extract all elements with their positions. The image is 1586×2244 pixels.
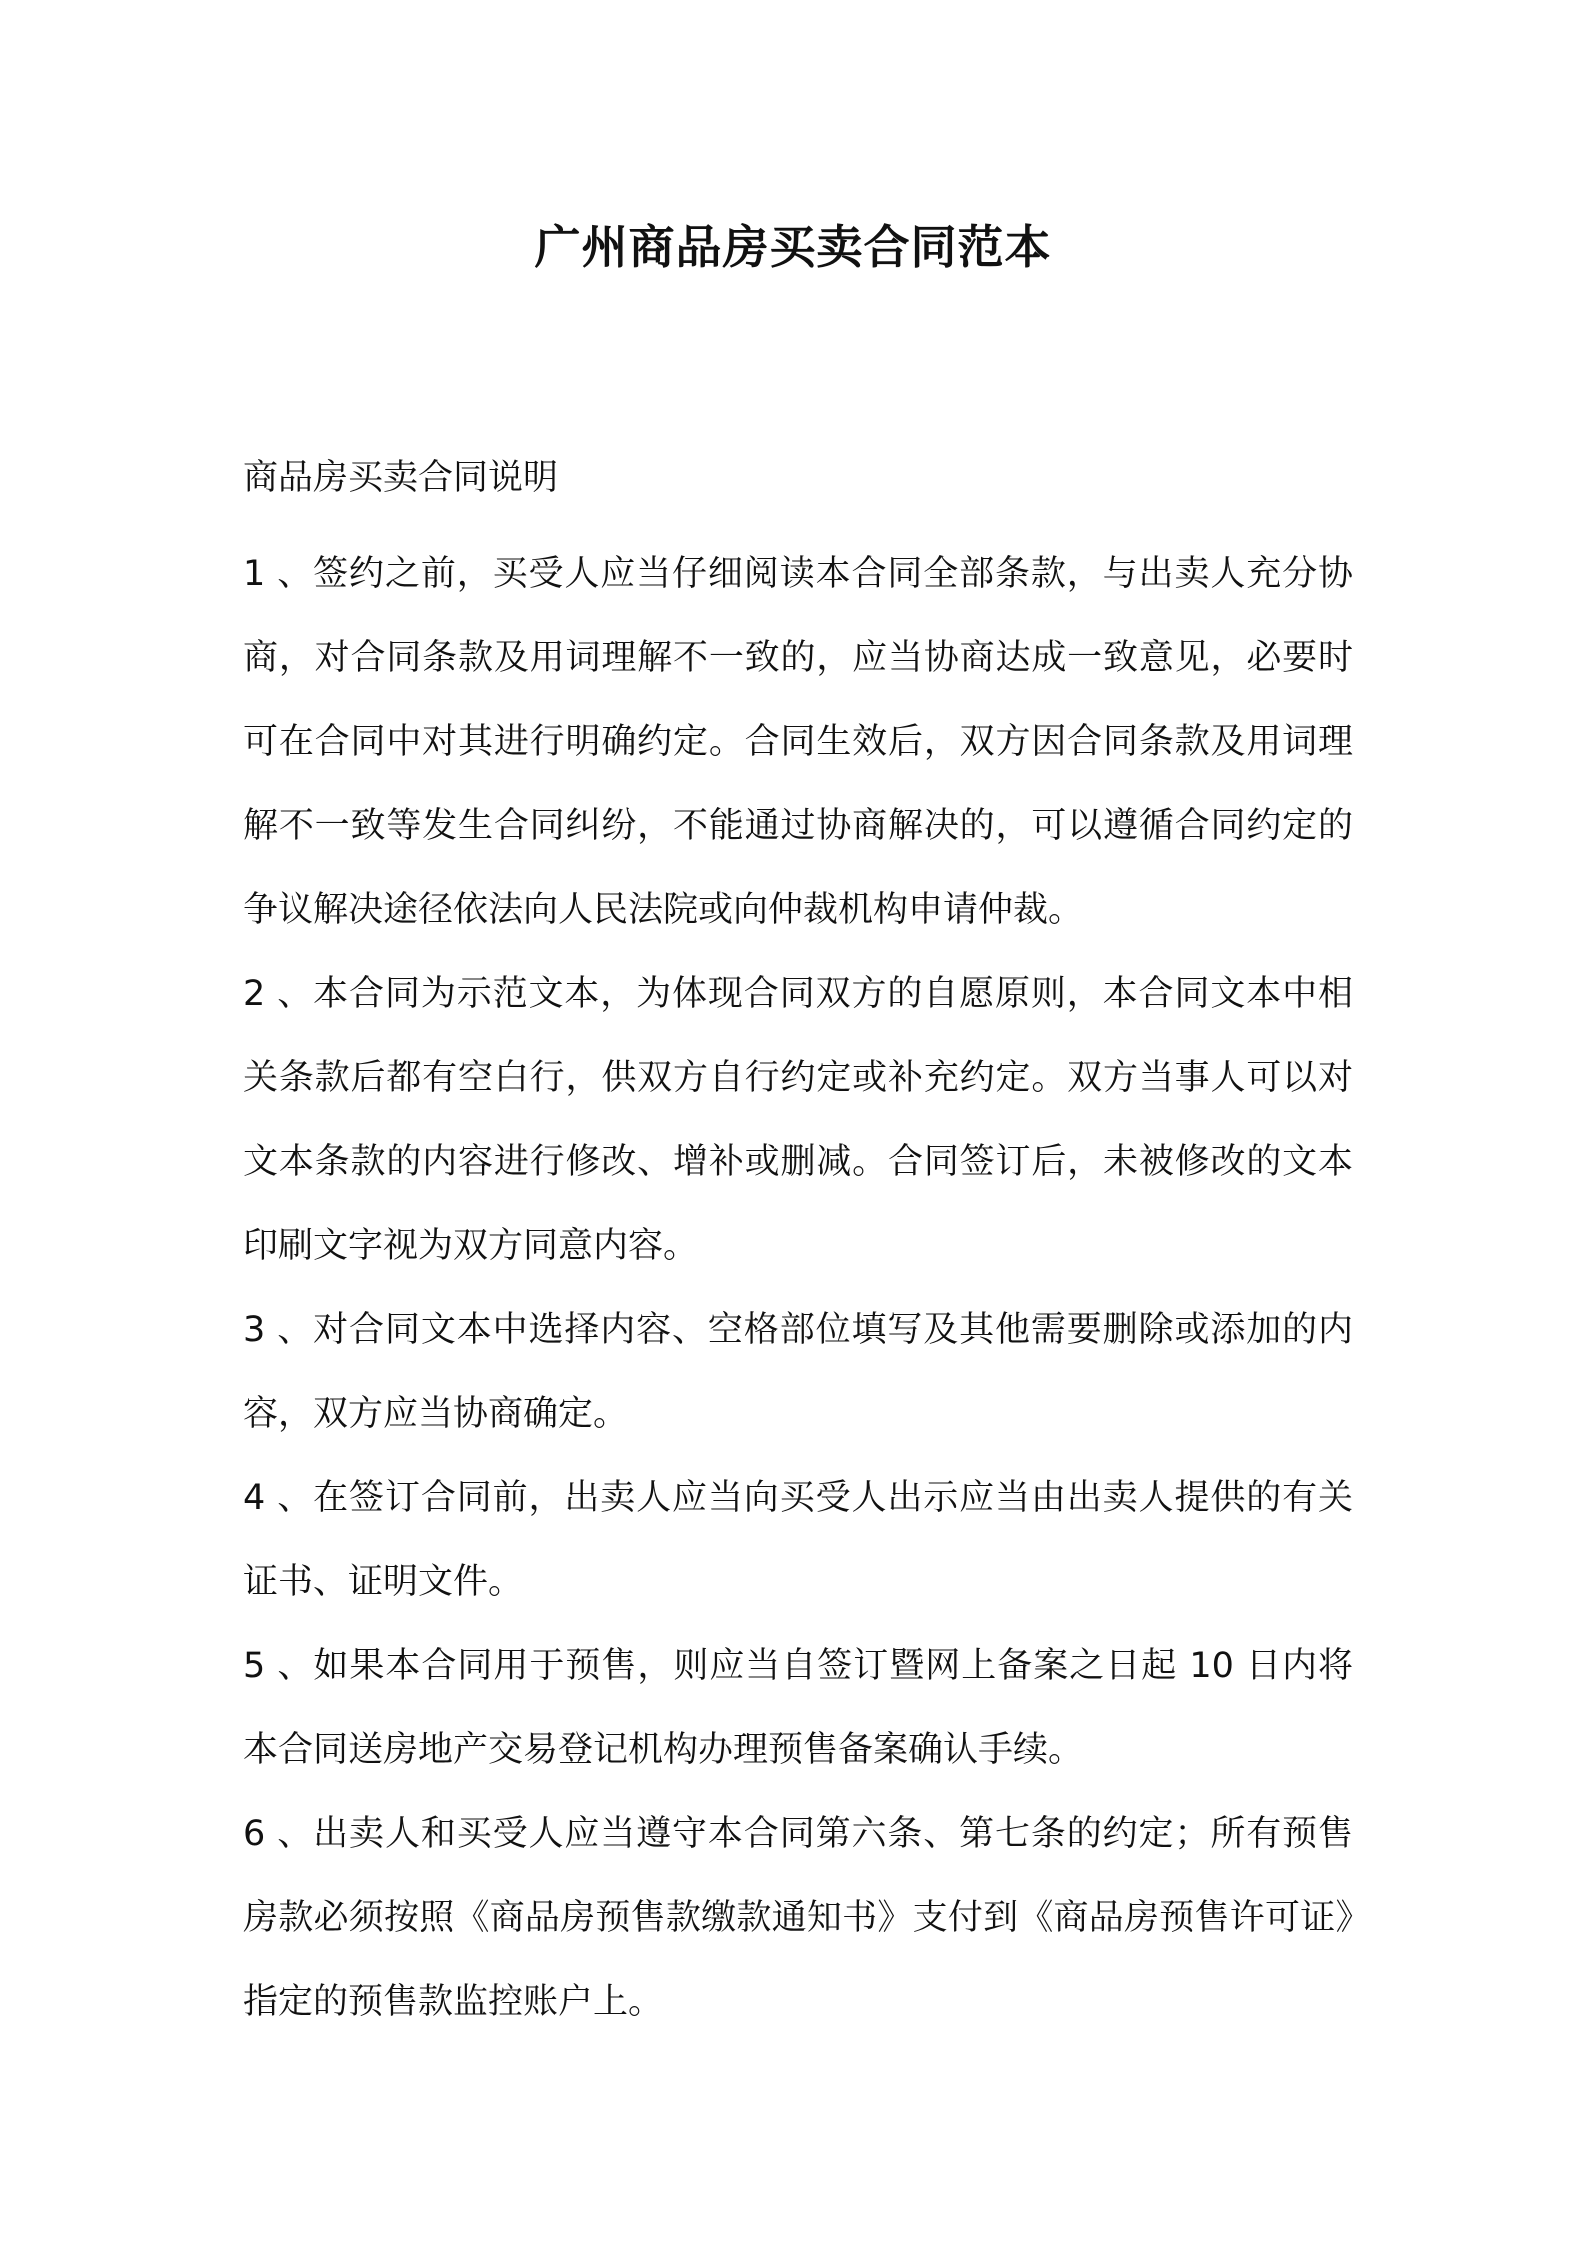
clause-1: 1 、签约之前，买受人应当仔细阅读本合同全部条款，与出卖人充分协商，对合同条款及用词理解不一致的，应当协商达成一致意见，必要时可在合同中对其进行明确约定。合同生效后，双方因合同条款及用词理解不一致等发生合同纠纷，不能通过协商解决的，可以遵循合同约定的争议解决途径依法向人民法院或向仲裁机构申请仲裁。: [243, 554, 1353, 930]
clause-2: 2 、本合同为示范文本，为体现合同双方的自愿原则，本合同文本中相关条款后都有空白行，供双方自行约定或补充约定。双方当事人可以对文本条款的内容进行修改、增补或删减。合同签订后，未被修改的文本印刷文字视为双方同意内容。: [243, 974, 1353, 1266]
document-body: [243, 448, 1353, 2044]
clause-6: 6 、出卖人和买受人应当遵守本合同第六条、第七条的约定；所有预售房款必须按照《商品房预售款缴款通知书》支付到《商品房预售许可证》指定的预售款监控账户上。: [243, 1814, 1353, 2022]
clause-list: [243, 532, 1353, 2044]
clause-4: 4 、在签订合同前，出卖人应当向买受人出示应当由出卖人提供的有关证书、证明文件。: [243, 1478, 1353, 1602]
clause-3: 3 、对合同文本中选择内容、空格部位填写及其他需要删除或添加的内容，双方应当协商确定。: [243, 1310, 1353, 1434]
document-title: 广州商品房买卖合同范本: [534, 220, 1052, 274]
section-heading: 商品房买卖合同说明: [243, 458, 559, 498]
clause-5: 5 、如果本合同用于预售，则应当自签订暨网上备案之日起 10 日内将本合同送房地产交易登记机构办理预售备案确认手续。: [243, 1646, 1353, 1770]
